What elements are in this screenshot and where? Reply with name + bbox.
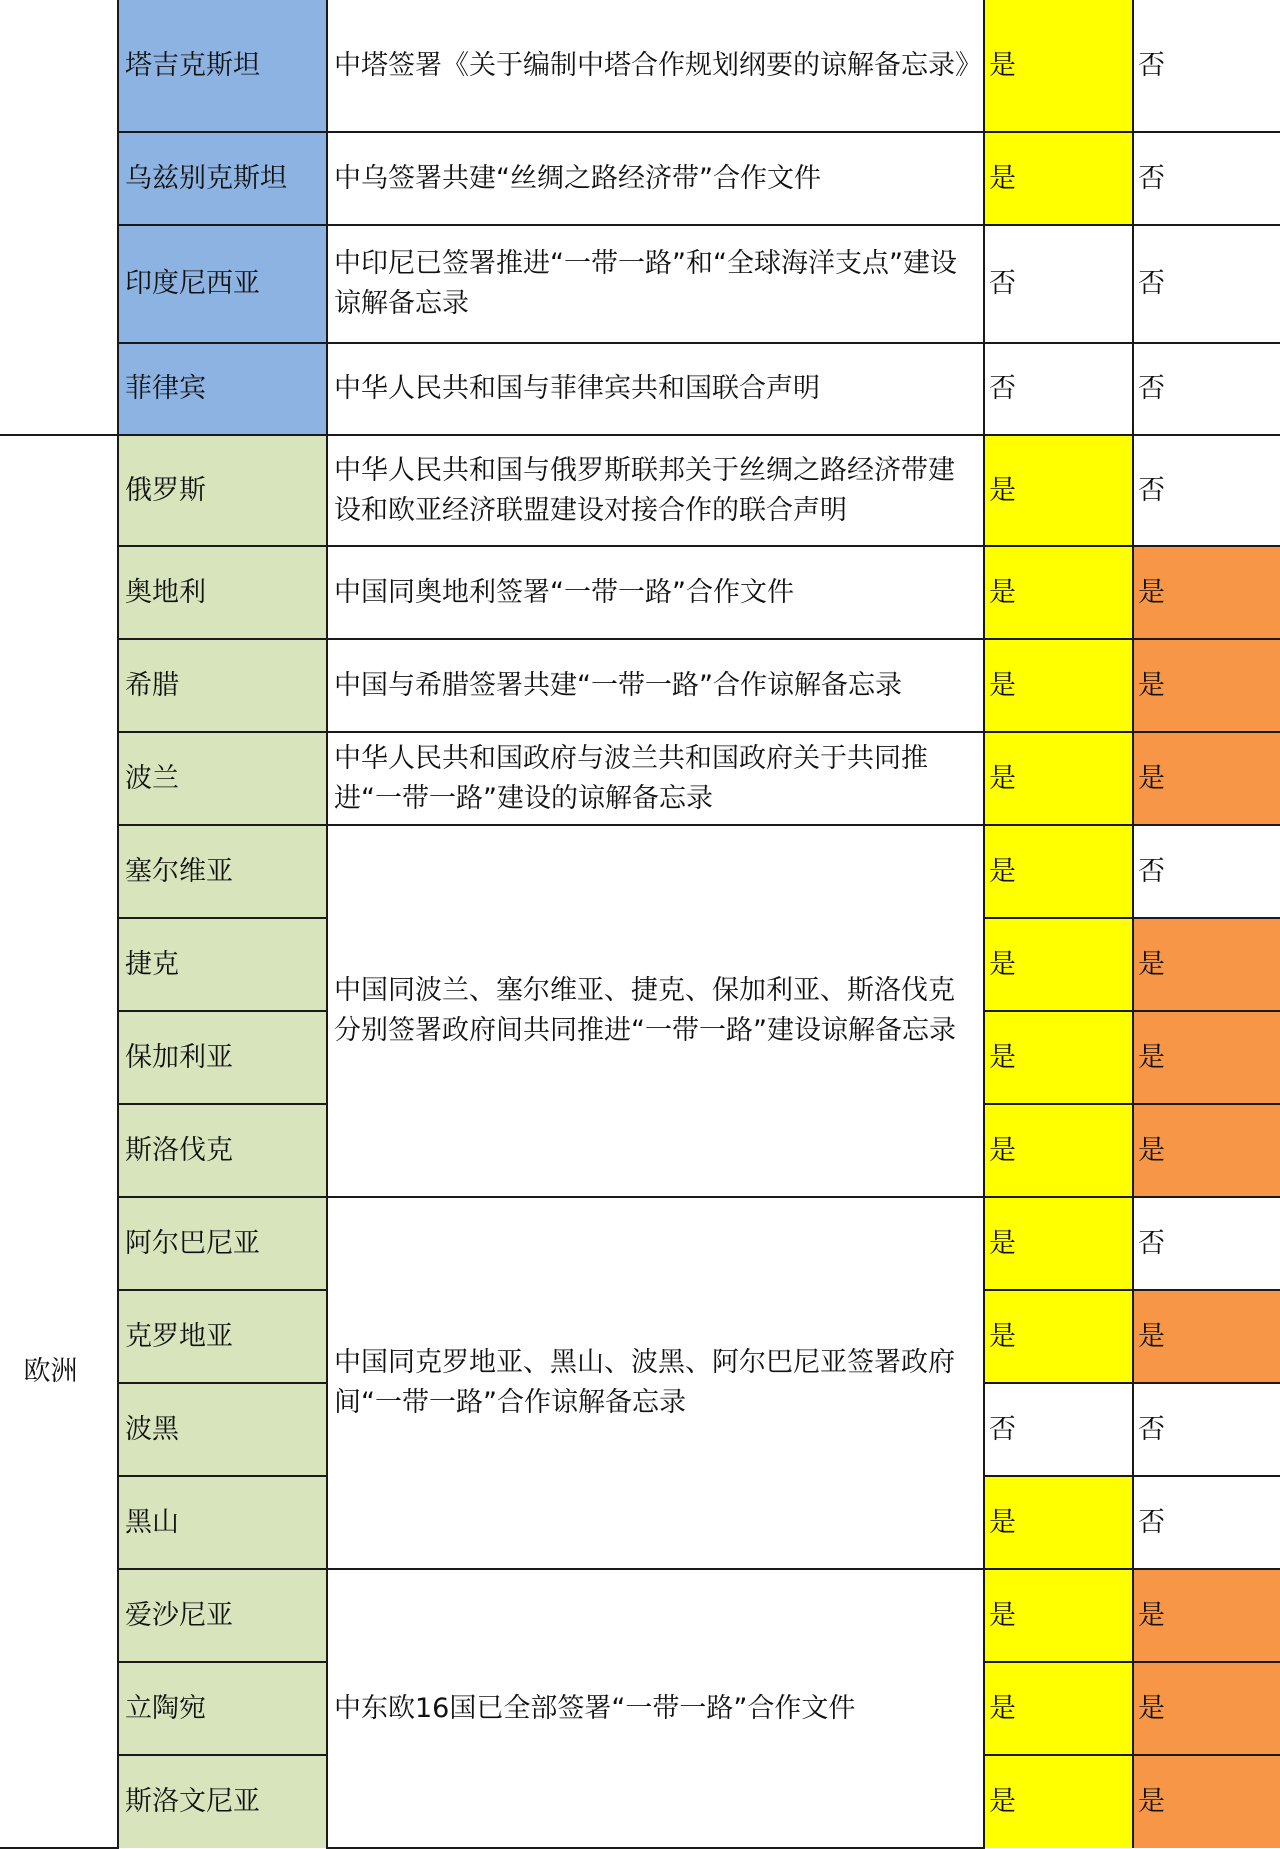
table-row	[0, 225, 1280, 343]
status-cell-b: 是	[1133, 639, 1280, 732]
country-cell: 塞尔维亚	[118, 825, 327, 918]
status-cell-a: 是	[984, 732, 1133, 825]
status-cell-b: 是	[1133, 732, 1280, 825]
document-cell: 中印尼已签署推进“一带一路”和“全球海洋支点”建设谅解备忘录	[327, 225, 984, 343]
country-cell: 克罗地亚	[118, 1290, 327, 1383]
status-cell-b: 否	[1133, 132, 1280, 225]
country-cell: 乌兹别克斯坦	[118, 132, 327, 225]
country-cell: 俄罗斯	[118, 435, 327, 546]
document-cell-merged: 中国同波兰、塞尔维亚、捷克、保加利亚、斯洛伐克分别签署政府间共同推进“一带一路”建设谅解备忘录	[327, 825, 984, 1197]
status-cell-a: 是	[984, 1197, 1133, 1290]
status-cell-a: 是	[984, 1104, 1133, 1197]
status-cell-b: 否	[1133, 825, 1280, 918]
table-row	[0, 639, 1280, 732]
country-cell: 立陶宛	[118, 1662, 327, 1755]
table-row	[0, 732, 1280, 825]
country-cell: 塔吉克斯坦	[118, 0, 327, 132]
table-row	[0, 435, 1280, 546]
table-row	[0, 0, 1280, 132]
country-cell: 波黑	[118, 1383, 327, 1476]
document-cell: 中华人民共和国与菲律宾共和国联合声明	[327, 343, 984, 435]
status-cell-a: 是	[984, 918, 1133, 1011]
region-label: 欧洲	[23, 1355, 78, 1387]
status-cell-b: 否	[1133, 435, 1280, 546]
table-row	[0, 546, 1280, 639]
status-cell-b: 是	[1133, 1755, 1280, 1848]
country-cell: 波兰	[118, 732, 327, 825]
status-cell-b: 否	[1133, 1476, 1280, 1569]
status-cell-b: 是	[1133, 1662, 1280, 1755]
status-cell-a: 是	[984, 1755, 1133, 1848]
country-cell: 爱沙尼亚	[118, 1569, 327, 1662]
document-cell-merged: 中国同克罗地亚、黑山、波黑、阿尔巴尼亚签署政府间“一带一路”合作谅解备忘录	[327, 1197, 984, 1569]
status-cell-b: 是	[1133, 1104, 1280, 1197]
status-cell-a: 是	[984, 1290, 1133, 1383]
status-cell-a: 是	[984, 435, 1133, 546]
status-cell-b: 否	[1133, 1383, 1280, 1476]
status-cell-b: 否	[1133, 343, 1280, 435]
status-cell-b: 是	[1133, 1569, 1280, 1662]
status-cell-b: 否	[1133, 225, 1280, 343]
document-cell: 中塔签署《关于编制中塔合作规划纲要的谅解备忘录》	[327, 0, 984, 132]
document-cell-merged: 中东欧16国已全部签署“一带一路”合作文件	[327, 1569, 984, 1848]
status-cell-a: 是	[984, 1569, 1133, 1662]
status-cell-a: 否	[984, 1383, 1133, 1476]
status-cell-a: 是	[984, 639, 1133, 732]
status-cell-b: 否	[1133, 0, 1280, 132]
status-cell-b: 是	[1133, 918, 1280, 1011]
document-cell: 中国同奥地利签署“一带一路”合作文件	[327, 546, 984, 639]
status-cell-a: 是	[984, 0, 1133, 132]
document-cell: 中国与希腊签署共建“一带一路”合作谅解备忘录	[327, 639, 984, 732]
document-cell: 中乌签署共建“丝绸之路经济带”合作文件	[327, 132, 984, 225]
country-cell: 菲律宾	[118, 343, 327, 435]
status-cell-a: 是	[984, 825, 1133, 918]
country-cell: 奥地利	[118, 546, 327, 639]
status-cell-a: 是	[984, 132, 1133, 225]
region-cell-europe	[0, 435, 118, 1848]
status-cell-a: 是	[984, 1011, 1133, 1104]
status-cell-a: 否	[984, 225, 1133, 343]
country-cell: 希腊	[118, 639, 327, 732]
table-row	[0, 1197, 1280, 1290]
country-cell: 印度尼西亚	[118, 225, 327, 343]
country-cell: 捷克	[118, 918, 327, 1011]
document-cell: 中华人民共和国与俄罗斯联邦关于丝绸之路经济带建设和欧亚经济联盟建设对接合作的联合声明	[327, 435, 984, 546]
table-row	[0, 825, 1280, 918]
status-cell-a: 是	[984, 1476, 1133, 1569]
status-cell-a: 是	[984, 546, 1133, 639]
region-cell-asia	[0, 0, 118, 435]
country-cell: 保加利亚	[118, 1011, 327, 1104]
status-cell-b: 是	[1133, 1011, 1280, 1104]
status-cell-a: 否	[984, 343, 1133, 435]
status-cell-b: 否	[1133, 1197, 1280, 1290]
country-cell: 斯洛伐克	[118, 1104, 327, 1197]
status-cell-b: 是	[1133, 546, 1280, 639]
document-cell: 中华人民共和国政府与波兰共和国政府关于共同推进“一带一路”建设的谅解备忘录	[327, 732, 984, 825]
table-row	[0, 1569, 1280, 1662]
status-cell-a: 是	[984, 1662, 1133, 1755]
country-cell: 黑山	[118, 1476, 327, 1569]
country-cell: 阿尔巴尼亚	[118, 1197, 327, 1290]
status-cell-b: 是	[1133, 1290, 1280, 1383]
table-row	[0, 132, 1280, 225]
country-cell: 斯洛文尼亚	[118, 1755, 327, 1848]
table-row	[0, 343, 1280, 435]
